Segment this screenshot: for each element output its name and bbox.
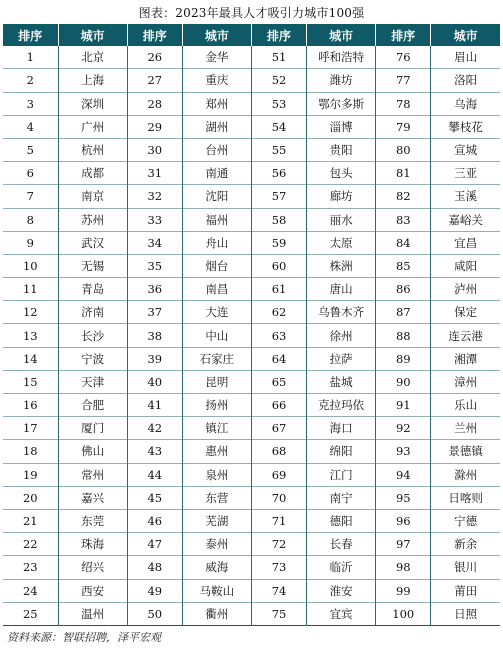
header-city-4: 城市 [431,24,500,46]
city-cell: 嘉峪关 [448,212,483,227]
rank-cell: 100 [376,602,431,625]
city-cell: 泰州 [182,533,251,556]
city-cell: 宁波 [58,347,127,370]
table-row [3,394,500,417]
rank-cell: 20 [3,486,58,509]
city-cell: 日照 [454,606,478,621]
city-cell: 济南 [58,301,127,324]
rank-cell: 88 [376,324,431,347]
header-city-2: 城市 [182,24,251,46]
city-cell: 威海 [182,556,251,579]
city-cell: 临沂 [307,556,376,579]
rank-cell: 72 [251,533,306,556]
city-cell: 江门 [307,463,376,486]
table-row [3,417,500,440]
rank-cell: 64 [251,347,306,370]
city-cell: 日喀则 [448,490,483,505]
city-cell: 北京 [58,46,127,69]
rank-cell: 54 [251,115,306,138]
header-city-3: 城市 [307,24,376,46]
rank-cell: 58 [251,208,306,231]
rank-cell: 21 [3,509,58,532]
rank-cell: 60 [251,254,306,277]
rank-cell: 50 [127,602,182,625]
table-row [3,208,500,231]
city-cell: 武汉 [58,231,127,254]
rank-cell: 80 [376,138,431,161]
table-row [3,509,500,532]
rank-cell: 42 [127,417,182,440]
rank-cell: 22 [3,533,58,556]
rank-cell: 30 [127,138,182,161]
table-header [3,24,500,46]
rank-cell: 10 [3,254,58,277]
rank-cell: 98 [376,556,431,579]
city-cell: 佛山 [58,440,127,463]
rank-cell: 12 [3,301,58,324]
rank-cell: 36 [127,278,182,301]
rank-cell: 34 [127,231,182,254]
rank-cell: 71 [251,509,306,532]
city-cell: 绵阳 [307,440,376,463]
city-cell: 大连 [182,301,251,324]
header-rank-2: 排序 [127,24,182,46]
city-cell: 南通 [182,162,251,185]
city-cell: 东莞 [58,509,127,532]
rank-cell: 94 [376,463,431,486]
table-row [3,301,500,324]
rank-cell: 46 [127,509,182,532]
city-cell: 长春 [307,533,376,556]
rank-cell: 75 [251,602,306,625]
rank-cell: 68 [251,440,306,463]
city-cell: 乌海 [454,96,478,111]
rank-cell: 87 [376,301,431,324]
rank-cell: 89 [376,347,431,370]
rank-cell: 31 [127,162,182,185]
rank-cell: 17 [3,417,58,440]
rank-cell: 47 [127,533,182,556]
city-cell: 莆田 [454,583,478,598]
table-row [3,185,500,208]
rank-cell: 77 [376,69,431,92]
rank-cell: 74 [251,579,306,602]
city-cell: 天津 [58,370,127,393]
city-cell: 福州 [182,208,251,231]
rank-cell: 83 [376,208,431,231]
rank-cell: 11 [3,278,58,301]
city-cell: 石家庄 [182,347,251,370]
rank-cell: 13 [3,324,58,347]
rank-cell: 49 [127,579,182,602]
city-cell: 淮安 [307,579,376,602]
rank-cell: 19 [3,463,58,486]
city-cell: 舟山 [182,231,251,254]
rank-cell: 70 [251,486,306,509]
city-cell: 芜湖 [182,509,251,532]
city-cell: 乌鲁木齐 [307,301,376,324]
table-row [3,579,500,602]
city-cell: 宜宾 [307,602,376,625]
rank-cell: 62 [251,301,306,324]
city-cell: 扬州 [182,394,251,417]
rank-cell: 9 [3,231,58,254]
city-cell: 海口 [307,417,376,440]
table-caption: 图表：2023年最具人才吸引力城市100强 [138,6,365,20]
city-cell: 镇江 [182,417,251,440]
city-cell: 咸阳 [454,258,478,273]
city-cell: 泸州 [454,282,478,297]
rank-cell: 25 [3,602,58,625]
rank-cell: 95 [376,486,431,509]
rank-cell: 35 [127,254,182,277]
rank-cell: 8 [3,208,58,231]
table-row [3,162,500,185]
city-cell: 西安 [58,579,127,602]
city-cell: 南昌 [182,278,251,301]
rank-cell: 41 [127,394,182,417]
city-cell: 郑州 [182,92,251,115]
city-cell: 宣城 [454,143,478,158]
rank-cell: 52 [251,69,306,92]
rank-cell: 57 [251,185,306,208]
rank-cell: 90 [376,370,431,393]
city-cell: 南京 [58,185,127,208]
rank-cell: 6 [3,162,58,185]
table-body [3,46,500,625]
rank-cell: 59 [251,231,306,254]
city-cell: 苏州 [58,208,127,231]
rank-cell: 63 [251,324,306,347]
rank-cell: 99 [376,579,431,602]
rank-cell: 97 [376,533,431,556]
rank-cell: 1 [3,46,58,69]
city-cell: 兰州 [454,421,478,436]
rank-cell: 61 [251,278,306,301]
city-cell: 长沙 [58,324,127,347]
city-cell: 深圳 [58,92,127,115]
rank-cell: 67 [251,417,306,440]
city-cell: 保定 [454,305,478,320]
city-cell: 淄博 [307,115,376,138]
header-rank-4: 排序 [376,24,431,46]
rank-cell: 43 [127,440,182,463]
city-cell: 贵阳 [307,138,376,161]
table-row [3,324,500,347]
city-cell: 潍坊 [307,69,376,92]
rank-cell: 23 [3,556,58,579]
rank-cell: 65 [251,370,306,393]
city-cell: 成都 [58,162,127,185]
city-cell: 太原 [307,231,376,254]
city-cell: 徐州 [307,324,376,347]
rank-cell: 7 [3,185,58,208]
city-cell: 合肥 [58,394,127,417]
rank-cell: 76 [376,46,431,69]
rank-cell: 82 [376,185,431,208]
rank-cell: 86 [376,278,431,301]
rank-cell: 2 [3,69,58,92]
table-row [3,92,500,115]
table-row [3,370,500,393]
rank-cell: 73 [251,556,306,579]
city-cell: 玉溪 [454,189,478,204]
city-cell: 三亚 [454,166,478,181]
city-cell: 呼和浩特 [307,46,376,69]
rank-cell: 3 [3,92,58,115]
city-cell: 洛阳 [454,73,478,88]
header-row [3,24,500,46]
city-cell: 德阳 [307,509,376,532]
rank-cell: 26 [127,46,182,69]
rank-cell: 48 [127,556,182,579]
rank-cell: 92 [376,417,431,440]
city-cell: 株洲 [307,254,376,277]
city-cell: 绍兴 [58,556,127,579]
city-cell: 珠海 [58,533,127,556]
rank-cell: 79 [376,115,431,138]
table-row [3,463,500,486]
rank-cell: 78 [376,92,431,115]
city-cell: 厦门 [58,417,127,440]
city-cell: 沈阳 [182,185,251,208]
city-cell: 湖州 [182,115,251,138]
rank-cell: 38 [127,324,182,347]
city-cell: 惠州 [182,440,251,463]
rank-cell: 32 [127,185,182,208]
rank-cell: 66 [251,394,306,417]
header-city-1: 城市 [58,24,127,46]
city-cell: 拉萨 [307,347,376,370]
city-cell: 重庆 [182,69,251,92]
rank-cell: 51 [251,46,306,69]
rank-cell: 27 [127,69,182,92]
rank-cell: 69 [251,463,306,486]
city-cell: 昆明 [182,370,251,393]
rank-cell: 24 [3,579,58,602]
header-rank-1: 排序 [3,24,58,46]
rank-cell: 14 [3,347,58,370]
city-cell: 衢州 [182,602,251,625]
city-cell: 青岛 [58,278,127,301]
city-cell: 滁州 [454,467,478,482]
city-cell: 中山 [182,324,251,347]
rank-cell: 45 [127,486,182,509]
city-cell: 常州 [58,463,127,486]
rank-cell: 53 [251,92,306,115]
table-row [3,46,500,69]
header-rank-3: 排序 [251,24,306,46]
city-cell: 景德镇 [448,444,483,459]
table-row [3,533,500,556]
city-cell: 乐山 [454,398,478,413]
city-cell: 漳州 [454,374,478,389]
rank-cell: 44 [127,463,182,486]
city-cell: 攀枝花 [448,119,483,134]
rank-cell: 93 [376,440,431,463]
city-cell: 银川 [454,560,478,575]
city-cell: 唐山 [307,278,376,301]
table-row [3,486,500,509]
city-cell: 廊坊 [307,185,376,208]
table-row [3,347,500,370]
city-cell: 嘉兴 [58,486,127,509]
table-row [3,254,500,277]
table-row [3,115,500,138]
rank-cell: 84 [376,231,431,254]
rank-cell: 4 [3,115,58,138]
rank-cell: 96 [376,509,431,532]
city-cell: 宁德 [454,514,478,529]
city-cell: 新余 [454,537,478,552]
city-ranking-table [3,24,500,626]
city-cell: 金华 [182,46,251,69]
rank-cell: 39 [127,347,182,370]
city-cell: 克拉玛依 [307,394,376,417]
rank-cell: 55 [251,138,306,161]
table-row [3,138,500,161]
city-cell: 丽水 [307,208,376,231]
rank-cell: 5 [3,138,58,161]
city-cell: 鄂尔多斯 [307,92,376,115]
city-cell: 烟台 [182,254,251,277]
city-cell: 湘潭 [454,351,478,366]
city-cell: 广州 [58,115,127,138]
table-row [3,440,500,463]
rank-cell: 81 [376,162,431,185]
table-row [3,69,500,92]
city-cell: 宜昌 [454,235,478,250]
city-cell: 南宁 [307,486,376,509]
city-cell: 无锡 [58,254,127,277]
rank-cell: 29 [127,115,182,138]
rank-cell: 33 [127,208,182,231]
city-cell: 台州 [182,138,251,161]
city-cell: 连云港 [448,328,483,343]
rank-cell: 16 [3,394,58,417]
rank-cell: 37 [127,301,182,324]
city-cell: 马鞍山 [182,579,251,602]
rank-cell: 15 [3,370,58,393]
city-cell: 温州 [58,602,127,625]
table-row [3,231,500,254]
city-cell: 杭州 [58,138,127,161]
rank-cell: 28 [127,92,182,115]
city-cell: 盐城 [307,370,376,393]
city-cell: 上海 [58,69,127,92]
rank-cell: 91 [376,394,431,417]
city-cell: 泉州 [182,463,251,486]
rank-cell: 85 [376,254,431,277]
rank-cell: 18 [3,440,58,463]
rank-cell: 40 [127,370,182,393]
city-cell: 眉山 [454,50,478,65]
city-cell: 东营 [182,486,251,509]
table-row [3,556,500,579]
table-row [3,278,500,301]
source-note: 资料来源：智联招聘，泽平宏观 [7,630,161,644]
rank-cell: 56 [251,162,306,185]
city-cell: 包头 [307,162,376,185]
